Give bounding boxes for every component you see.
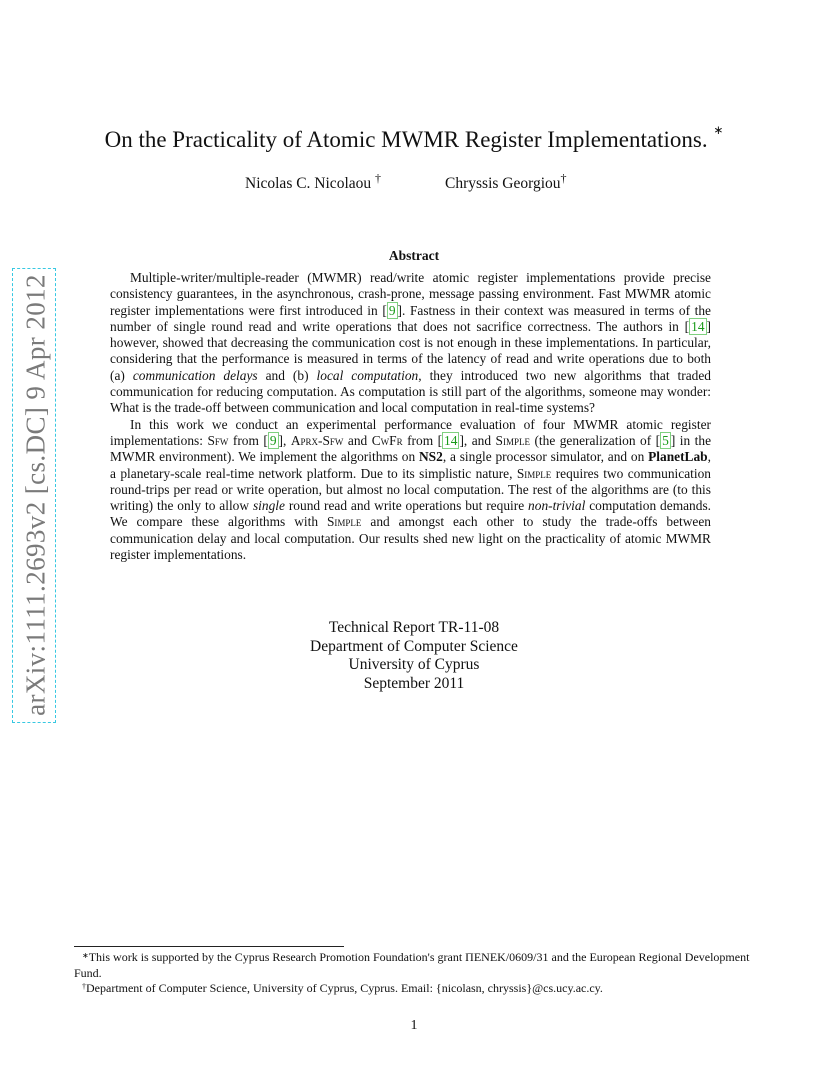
text-run: from [228, 432, 264, 448]
algorithm-name: Simple [516, 465, 552, 481]
report-university: University of Cyprus [348, 656, 480, 673]
algorithm-name: Simple [326, 514, 362, 530]
text-run: , and [463, 432, 496, 448]
text-run: . Fastness in their context was measured in terms of the number of single round read and write operations that does not sacrifice correctness. The authors in [110, 302, 711, 334]
emphasis: non-trivial [528, 498, 586, 514]
abstract-body [110, 270, 711, 563]
text-run: (the generalization of [529, 432, 656, 448]
paper-title [0, 123, 828, 153]
author-name: Nicolas C. Nicolaou [245, 175, 372, 192]
footnote-text: Department of Computer Science, University of Cyprus, Cyprus. Email: {nicolasn, chryssis}@cs.ucy.ac.cy. [86, 981, 603, 995]
report-number: Technical Report TR-11-08 [328, 619, 500, 636]
text-run: round read and write operations but require [284, 498, 529, 514]
author-name: Chryssis Georgiou [445, 175, 561, 192]
footnote-rule [74, 946, 344, 947]
abstract-heading: Abstract [388, 248, 440, 263]
abstract-paragraph-2: In this work we conduct an experimental performance evaluation of four MWMR atomic register implementations: Sfw from [ 9 ], Aprx-Sfw and CwFr from [ 14 ], and Simple (the generalization of [ 5 ] in the MWMR environment). We implement the algorithms on NS2, a single processor simulator, and on PlanetLab, a planetary-scale real-time network platform. Due to its simplistic nature, Simple requires two communication round-trips per read or write operation, but almost no local computation. The rest of the algorithms are (to this writing) the only to allow single round read and write operations but require non-trivial computation demands. We compare these algorithms with Simple and amongst each other to study the trade-offs between communication delay and local computation. Our results shed new light on the practicality of atomic MWMR register implementations. [110, 416, 712, 563]
citation-link-14[interactable]: 14 [444, 432, 458, 448]
text-run: In this work we conduct an experimental performance evaluation of four MWMR atomic register implementations: [110, 416, 711, 448]
footnotes [74, 950, 754, 997]
text-run: , a single processor simulator, and on [442, 449, 649, 465]
emphasis: local computation [316, 367, 419, 383]
report-info [0, 619, 828, 693]
report-department: Department of Computer Science [310, 637, 518, 655]
footnote-mark: † [82, 982, 86, 991]
citation-link-14[interactable]: 14 [691, 318, 705, 334]
text-run: in the MWMR environment). We implement the algorithms on [110, 432, 712, 465]
text-run: and amongst each other to study the trade-offs between communication delay and local computation. Our results shed new light on the practicality of atomic MWMR register implementations. [110, 514, 711, 563]
text-run: and (b) [257, 367, 317, 383]
author-footnote-mark: † [560, 171, 567, 185]
text-run: , they introduced two new algorithms that traded communication for reducing computation. As computation is still part of the algorithms, someone may wonder: What is the trade-off between communication and local computation in real-time systems? [110, 367, 712, 416]
footnote-text: This work is supported by the Cyprus Research Promotion Foundation's grant ΠΕΝΕΚ/0609/31 and the European Regional Development Fund. [74, 950, 750, 980]
algorithm-name: CwFr [371, 432, 403, 448]
text-run: and [343, 432, 372, 448]
text-run: , [283, 432, 291, 448]
report-date: September 2011 [363, 674, 465, 692]
text-run: Multiple-writer/multiple-reader (MWMR) read/write atomic register implementations provide precise consistency guarantees, in the asynchronous, crash-prone, message passing environment. Fast MWMR atomic register implementations were first introduced in [110, 270, 711, 318]
algorithm-name: Simple [495, 432, 530, 448]
author-georgiou [445, 171, 567, 193]
page-number: 1 [410, 1018, 418, 1033]
title-footnote-mark: ∗ [713, 123, 724, 137]
citation-link-9[interactable]: 9 [269, 432, 277, 448]
footnote-affiliation [74, 981, 754, 997]
arxiv-identifier: arXiv:1111.2693v2 [cs.DC] 9 Apr 2012 [20, 274, 51, 716]
emphasis: single [252, 498, 285, 514]
footnote-mark: ∗ [82, 951, 89, 960]
platform-name: NS2 [419, 449, 443, 465]
author-footnote-mark: † [375, 171, 382, 185]
text-run: , a planetary-scale real-time network platform. Due to its simplistic nature, [110, 449, 711, 481]
author-nicolaou [245, 171, 382, 193]
text-run: computation demands. We compare these algorithms with [110, 498, 712, 530]
algorithm-name: Sfw [207, 432, 229, 448]
citation-link-5[interactable]: 5 [662, 432, 669, 448]
text-run: from [402, 432, 438, 448]
platform-name: PlanetLab [648, 449, 708, 465]
footnote-funding [74, 950, 754, 981]
abstract-paragraph-1: Multiple-writer/multiple-reader (MWMR) read/write atomic register implementations provide precise consistency guarantees, in the asynchronous, crash-prone, message passing environment. Fast MWMR atomic register implementations were first introduced in [ 9 ]. Fastness in their context was measured in terms of the number of single round read and write operations that does not sacrifice correctness. The authors in [ 14 ] however, showed that decreasing the communication cost is not enough in these implementations. In particular, considering that the performance is measured in terms of the latency of read and write operations due to both (a) communication delays and (b) local computation, they introduced two new algorithms that traded communication for reducing computation. As computation is still part of the algorithms, someone may wonder: What is the trade-off between communication and local computation in real-time systems? [110, 270, 712, 416]
text-run: requires two communication round-trips per read or write operation, but almost no local computation. The rest of the algorithms are (to this writing) the only to allow [110, 465, 711, 514]
citation-link-9[interactable]: 9 [388, 302, 396, 318]
text-run: however, showed that decreasing the communication cost is not enough in these implementations. In particular, considering that the performance is measured in terms of the latency of read and write operations due to both (a) [110, 335, 711, 383]
title-text: On the Practicality of Atomic MWMR Register Implementations. [104, 127, 708, 152]
emphasis: communication delays [132, 367, 258, 383]
algorithm-name: Aprx-Sfw [290, 432, 344, 448]
